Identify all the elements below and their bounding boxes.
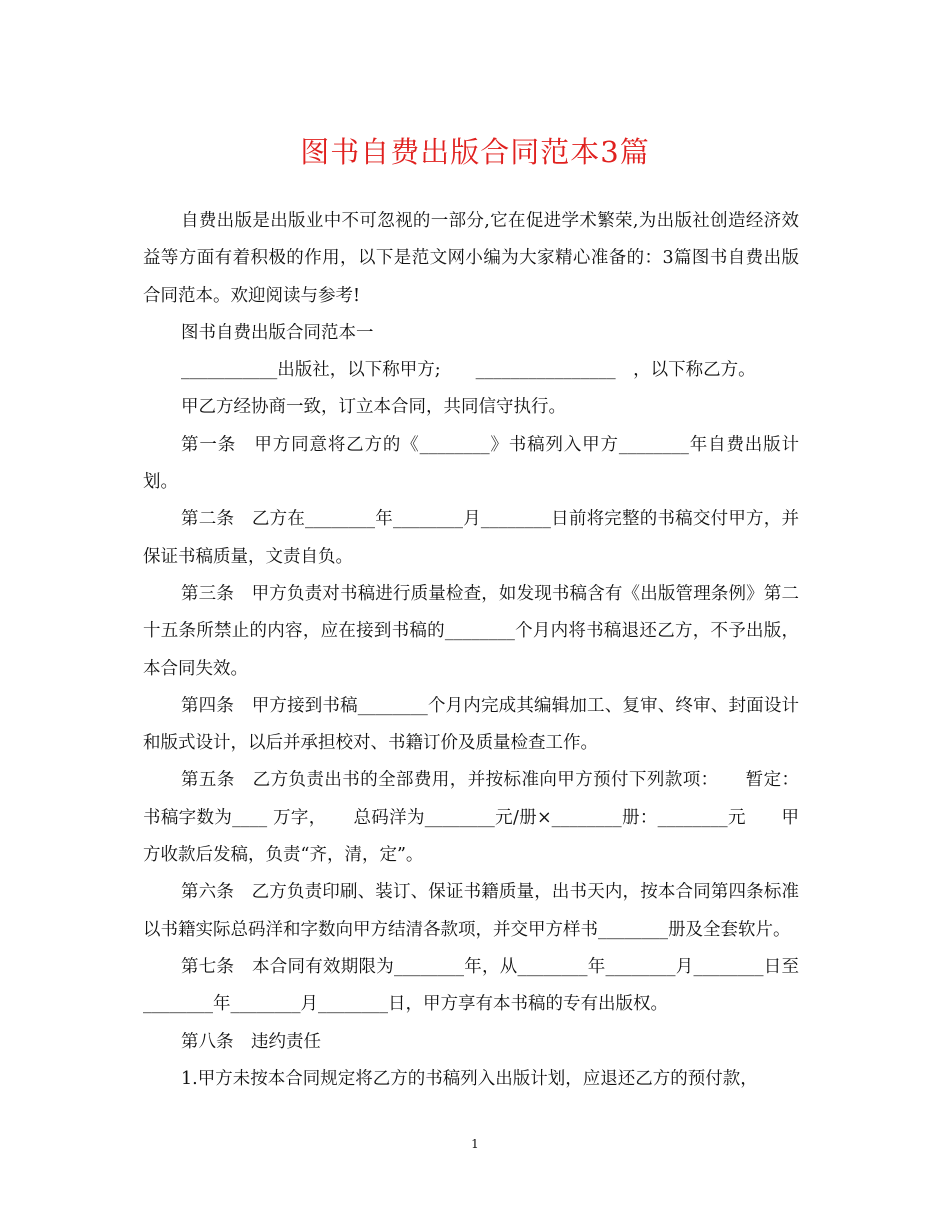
paragraph: 第八条 违约责任 [181, 1031, 321, 1052]
paragraph: 第四条 甲方接到书稿________个月内完成其编辑加工、复审、终审、封面设计和版式设计，以后并承担校对、书籍订价及质量检查工作。 [143, 695, 799, 754]
paragraph: 1.甲方未按本合同规定将乙方的书稿列入出版计划，应退还乙方的预付款， [181, 1068, 758, 1089]
paragraph: 甲乙方经协商一致，订立本合同，共同信守执行。 [181, 397, 566, 418]
document-body [143, 203, 799, 1098]
paragraph: ___________出版社，以下称甲方; ________________ ，以下称乙方。 [181, 360, 756, 381]
paragraph: 第六条 乙方负责印刷、装订、保证书籍质量，出书天内，按本合同第四条标准以书籍实际总码洋和字数向甲方结清各款项，并交甲方样书________册及全套软片。 [143, 882, 799, 940]
paragraph: 图书自费出版合同范本一 [181, 322, 374, 343]
document-title: 图书自费出版合同范本3篇 [300, 135, 650, 169]
paragraph: 第二条 乙方在________年________月________日前将完整的书稿交付甲方，并保证书稿质量，文责自负。 [143, 509, 799, 567]
paragraph: 第三条 甲方负责对书稿进行质量检查，如发现书稿含有《出版管理条例》第二十五条所禁止的内容，应在接到书稿的________个月内将书稿退还乙方，不予出版，本合同失效。 [143, 583, 799, 679]
page-number: 1 [471, 1137, 479, 1151]
paragraph: 第一条 甲方同意将乙方的《________》书稿列入甲方________年自费出版计划。 [143, 434, 799, 493]
paragraph: 第七条 本合同有效期限为________年，从________年________月________日至________年________月________日，甲方享有本书稿的专有出版权。 [143, 956, 799, 1015]
paragraph: 自费出版是出版业中不可忽视的一部分,它在促进学术繁荣,为出版社创造经济效益等方面有着积极的作用，以下是范文网小编为大家精心准备的：3篇图书自费出版合同范本。欢迎阅读与参考! [143, 211, 799, 306]
paragraph: 第五条 乙方负责出书的全部费用，并按标准向甲方预付下列款项： 暂定：书稿字数为____ 万字， 总码洋为________元/册×________册：________元 甲方收款后发稿，负责“齐，清，定”。 [143, 770, 799, 866]
